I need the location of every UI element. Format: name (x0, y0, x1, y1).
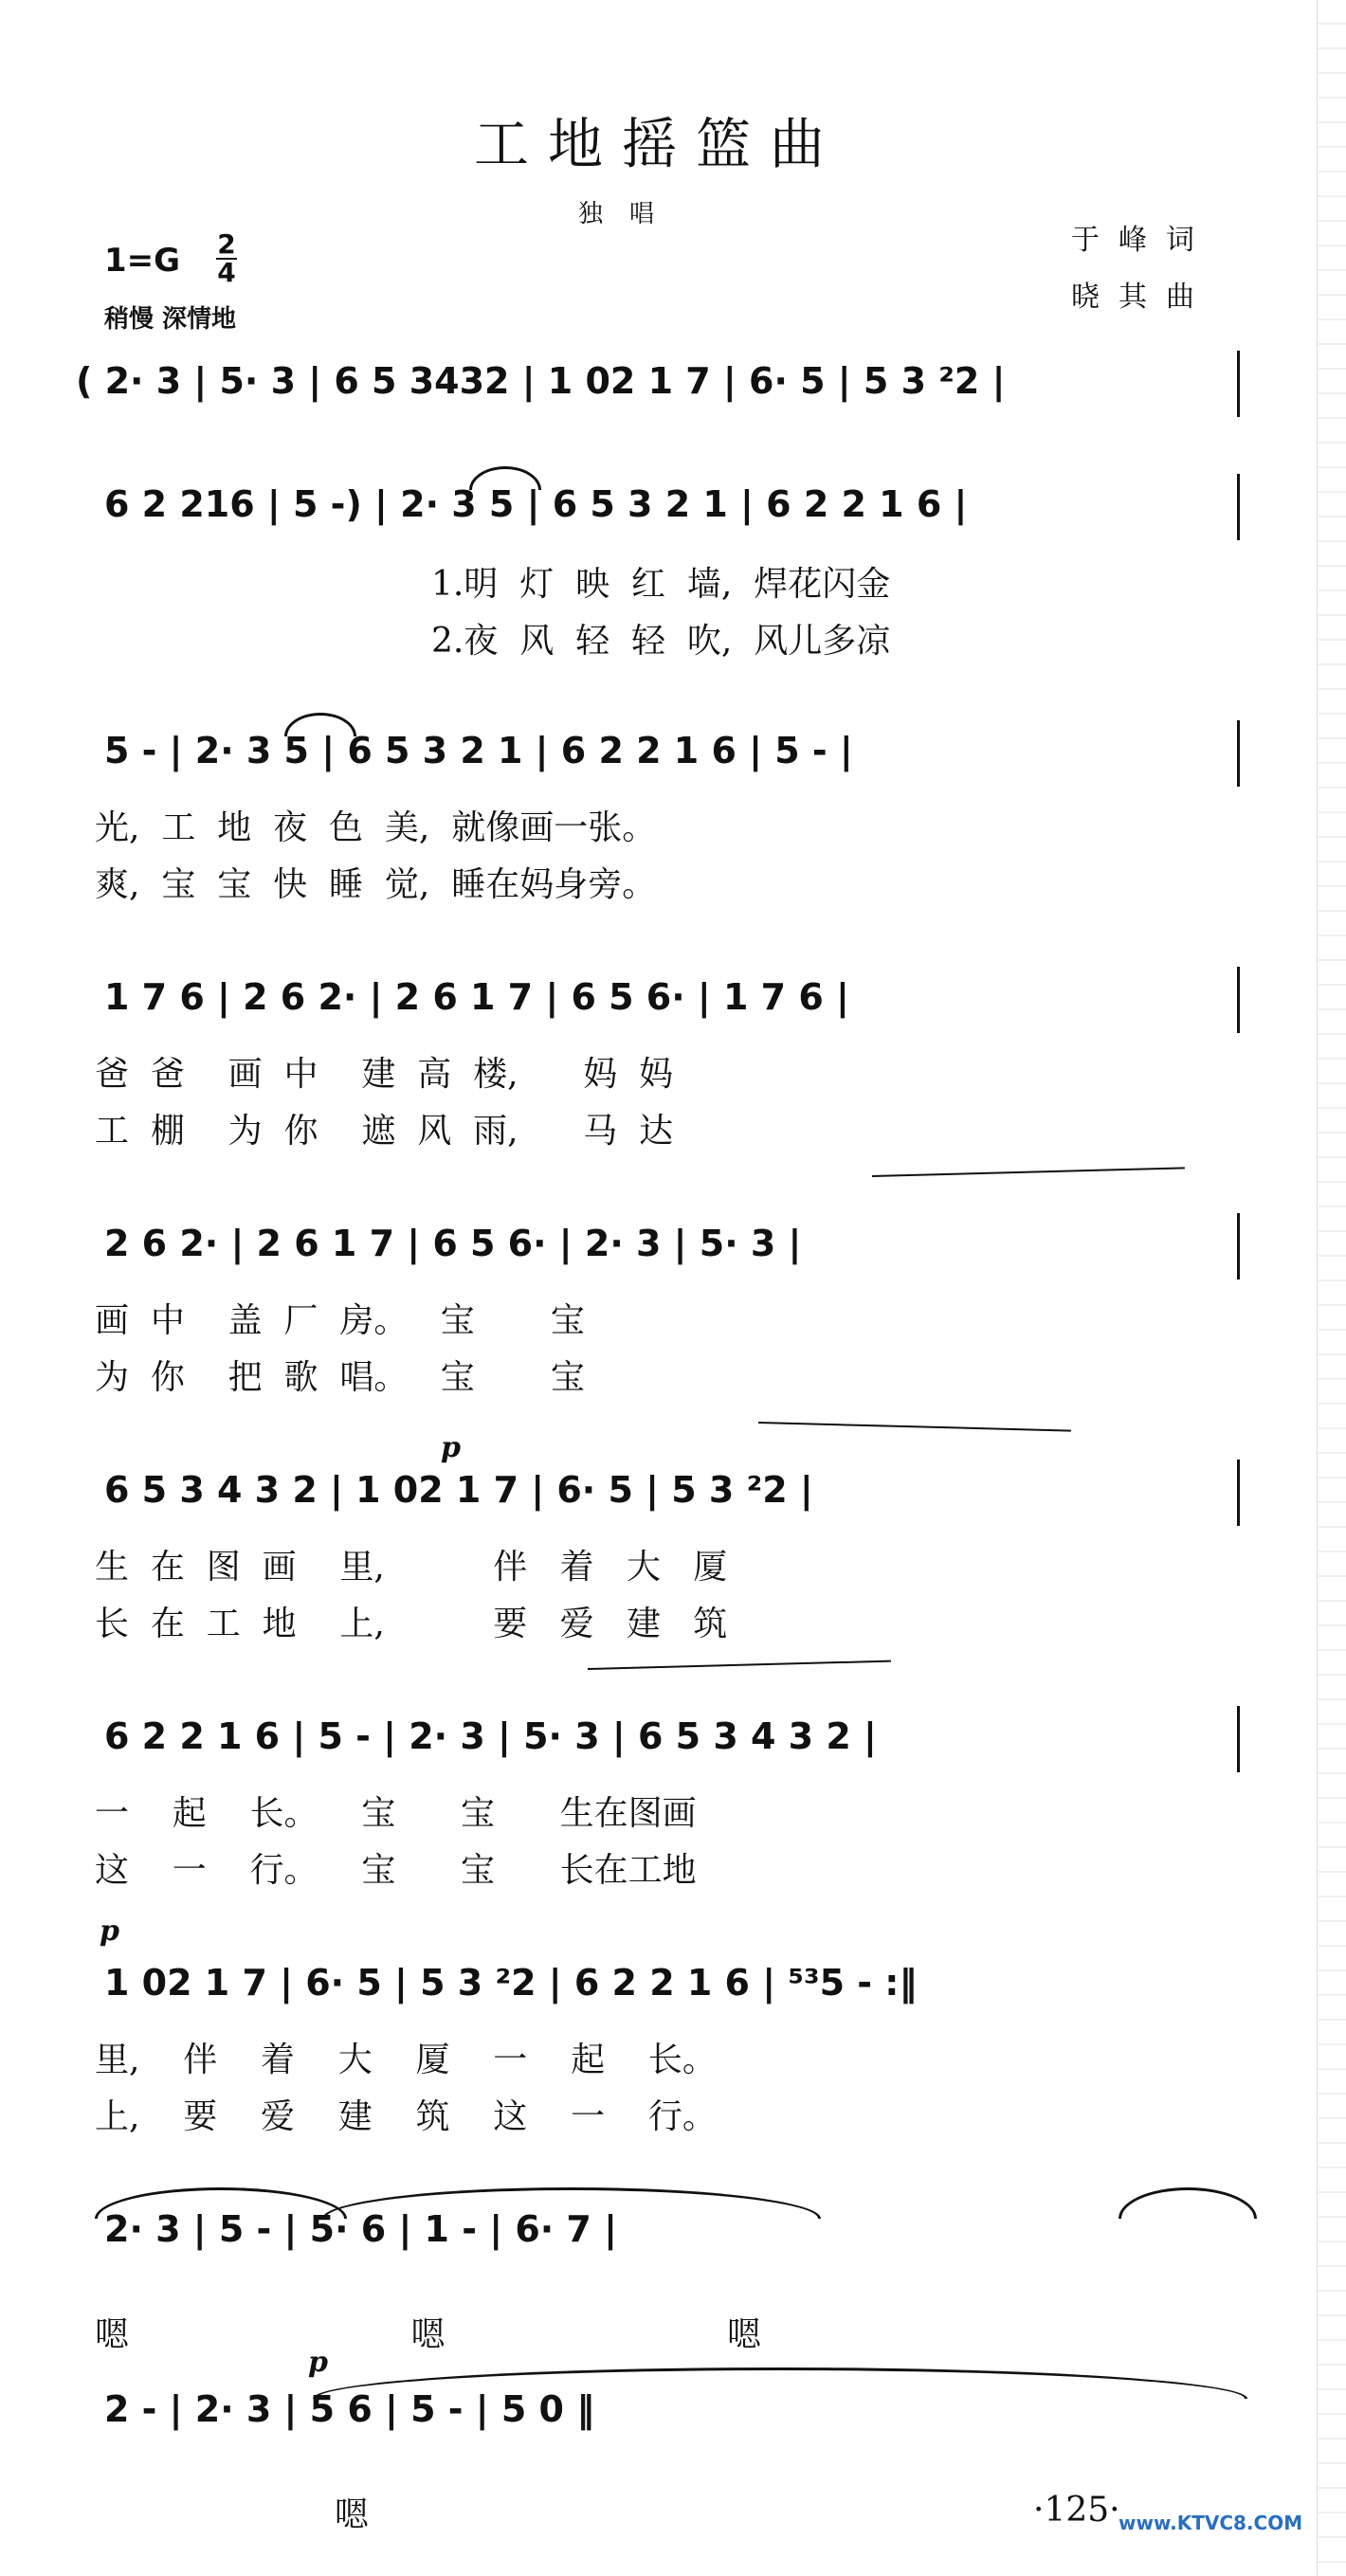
barline (1237, 720, 1240, 787)
crescendo-hairpin (872, 1167, 1185, 1177)
dynamic-piano: p (308, 2346, 328, 2379)
barline (1237, 1460, 1240, 1526)
notes-system-7: 6 2 2 1 6 | 5 - | 2· 3 | 5· 3 | 6 5 3 4 3 2 | (104, 1715, 877, 1757)
performance-type: 独唱 (578, 200, 682, 228)
notes-system-9: 2· 3 | 5 - | 5· 6 | 1 - | 6· 7 | (104, 2208, 617, 2250)
time-signature-top: 2 (217, 228, 236, 260)
barline (1237, 1706, 1240, 1772)
notes-system-6: 6 5 3 4 3 2 | 1 02 1 7 | 6· 5 | 5 3 ²2 | (104, 1469, 813, 1511)
barline (1237, 474, 1240, 540)
slur (469, 466, 541, 490)
lyrics-verse-2: 为 你 把 歌 唱。 宝 宝 (95, 1358, 585, 1397)
key-signature: 1=G (104, 242, 181, 280)
lyrics-verse-2: 爽, 宝 宝 快 睡 觉, 睡在妈身旁。 (95, 865, 657, 904)
crescendo-hairpin (588, 1660, 891, 1670)
lyricist-credit: 于峰词 (1071, 224, 1213, 257)
barline (1237, 351, 1240, 417)
lyrics-verse-2: 工 棚 为 你 遮 风 雨, 马 达 (95, 1112, 674, 1151)
barline (1237, 1213, 1240, 1279)
tempo-marking: 稍慢 深情地 (104, 305, 237, 334)
notes-system-3: 5 - | 2· 3 5 | 6 5 3 2 1 | 6 2 2 1 6 | 5 - | (104, 730, 853, 771)
lyrics-verse-1: 生 在 图 画 里, 伴 着 大 厦 (95, 1548, 728, 1587)
time-signature-bottom: 4 (217, 257, 236, 288)
lyrics-verse-2: 上, 要 爱 建 筑 这 一 行。 (95, 2097, 717, 2136)
lyrics-verse-1: 爸 爸 画 中 建 高 楼, 妈 妈 (95, 1055, 674, 1094)
composer-credit: 晓其曲 (1071, 281, 1213, 314)
time-signature (216, 228, 237, 288)
dynamic-piano: p (100, 1914, 119, 1948)
lyrics-verse-1: 一 起 长。 宝 宝 生在图画 (95, 1794, 697, 1833)
lyrics-verse-1: 里, 伴 着 大 厦 一 起 长。 (95, 2041, 717, 2079)
page-number: ·125· (1033, 2491, 1120, 2530)
song-title: 工地摇篮曲 (473, 112, 844, 176)
watermark: www.KTVC8.COM (1119, 2512, 1303, 2534)
slur (284, 713, 356, 736)
lyrics-verse-1: 1.明 灯 映 红 墙, 焊花闪金 (431, 565, 891, 604)
lyrics-verse-2: 这 一 行。 宝 宝 长在工地 (95, 1851, 697, 1890)
notes-system-1: ( 2· 3 | 5· 3 | 6 5 3432 | 1 02 1 7 | 6· 5 | 5 3 ²2 | (76, 360, 1006, 402)
dynamic-piano: p (441, 1431, 461, 1464)
barline (1237, 967, 1240, 1033)
page-edge-strip (1317, 0, 1346, 2576)
lyrics-verse-2: 2.夜 风 轻 轻 吹, 风儿多凉 (431, 622, 891, 661)
lyrics-verse-2: 长 在 工 地 上, 要 爱 建 筑 (95, 1605, 728, 1643)
lyrics-hum: 嗯 嗯 嗯 (95, 2315, 762, 2354)
lyrics-verse-1: 画 中 盖 厂 房。 宝 宝 (95, 1301, 585, 1340)
notes-system-10: 2 - | 2· 3 | 5 6 | 5 - | 5 0 ‖ (104, 2388, 595, 2430)
notes-system-4: 1 7 6 | 2 6 2· | 2 6 1 7 | 6 5 6· | 1 7 6 | (104, 976, 849, 1018)
lyrics-hum: 嗯 (313, 2495, 369, 2534)
notes-system-8: 1 02 1 7 | 6· 5 | 5 3 ²2 | 6 2 2 1 6 | ⁵³5 - :‖ (104, 1962, 918, 2004)
lyrics-verse-1: 光, 工 地 夜 色 美, 就像画一张。 (95, 808, 657, 847)
slur (1119, 2187, 1257, 2219)
diminuendo-hairpin (758, 1422, 1071, 1432)
notes-system-5: 2 6 2· | 2 6 1 7 | 6 5 6· | 2· 3 | 5· 3 | (104, 1223, 802, 1264)
notes-system-2: 6 2 216 | 5 -) | 2· 3 5 | 6 5 3 2 1 | 6 2 2 1 6 | (104, 483, 968, 525)
